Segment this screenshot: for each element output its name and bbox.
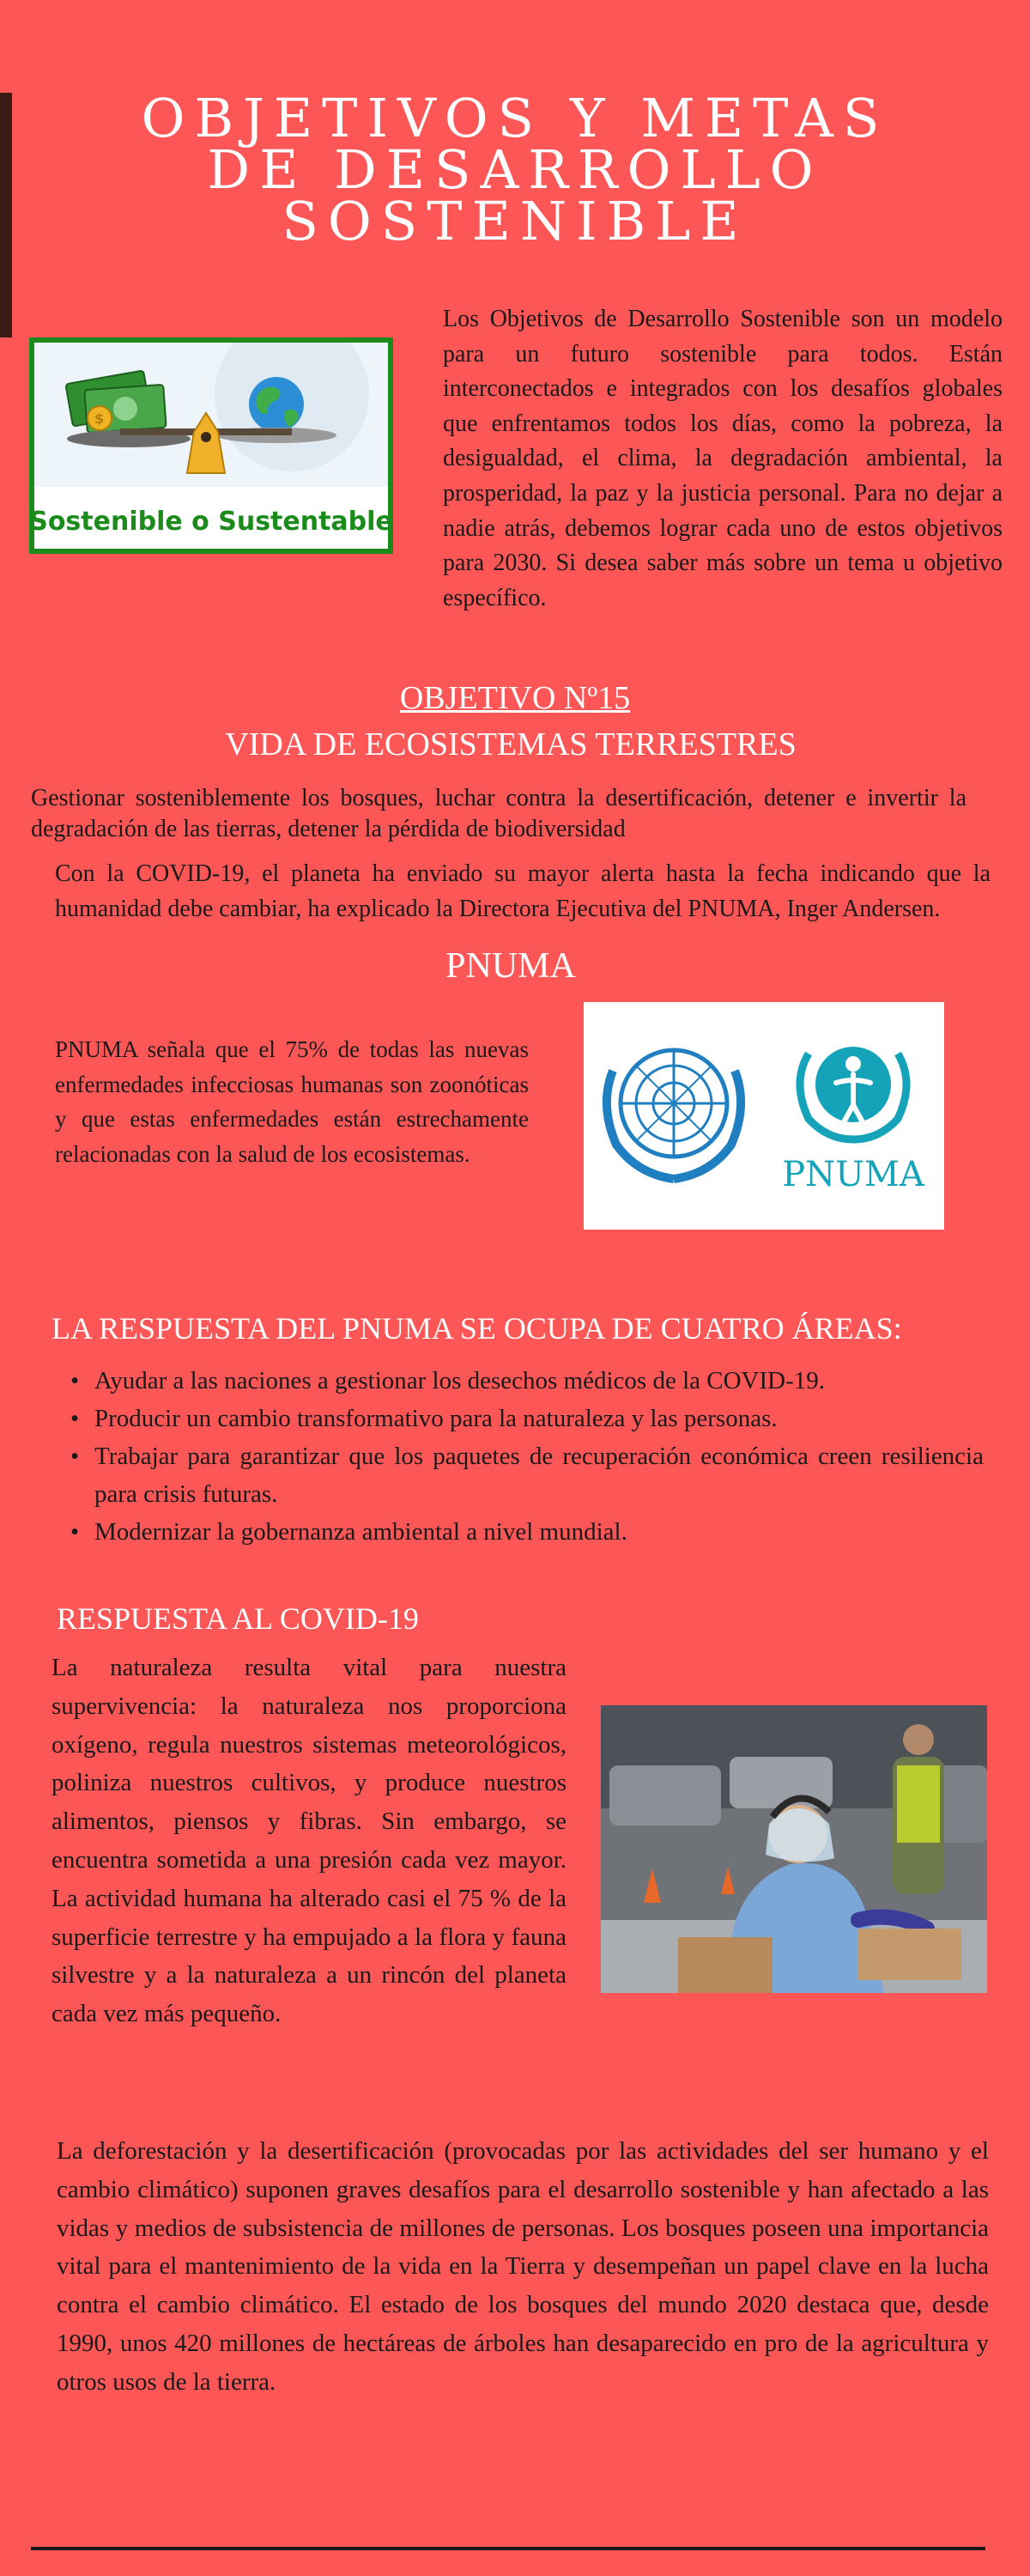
side-accent-bar	[0, 93, 12, 337]
globe-icon	[249, 377, 304, 432]
response-list	[70, 1362, 984, 1551]
list-item	[70, 1437, 984, 1513]
objective-subheading: VIDA DE ECOSISTEMAS TERRESTRES	[225, 726, 797, 762]
pnuma-heading: PNUMA	[445, 946, 576, 986]
testing-site-photo	[601, 1705, 987, 1993]
bullet-icon: •	[70, 1405, 80, 1432]
pnuma-paragraph: PNUMA señala que el 75% de todas las nuevas enfermedades infecciosas humanas son zoonóticas y que estas enfermedades están estrechamente relacionadas con la salud de los ecosistemas.	[55, 1036, 529, 1167]
covid-response-heading: RESPUESTA AL COVID-19	[57, 1601, 419, 1636]
list-item-text: Producir un cambio transformativo para la naturaleza y las personas.	[94, 1405, 778, 1432]
pnuma-logo-label: PNUMA	[782, 1155, 924, 1194]
un-emblem-icon	[607, 1050, 741, 1179]
list-item-text: Ayudar a las naciones a gestionar los desechos médicos de la COVID-19.	[94, 1367, 825, 1394]
bottom-divider	[31, 2547, 985, 2550]
objective-heading: OBJETIVO Nº15	[399, 680, 631, 716]
pnuma-logo	[584, 1002, 944, 1230]
list-item	[70, 1513, 984, 1551]
bullet-icon: •	[70, 1518, 80, 1546]
list-item	[70, 1400, 984, 1437]
sustainability-caption: Sostenible o Sustentable	[34, 507, 388, 537]
list-item-text: Modernizar la gobernanza ambiental a nivel mundial.	[94, 1518, 627, 1546]
intro-paragraph: Los Objetivos de Desarrollo Sostenible son un modelo para un futuro sostenible para todos. Están interconectados e integrados con los desafíos globales que enfrentamos todos los días, como la pobreza, la desigualdad, el clima, la degradación ambiental, la prosperidad, la paz y la justicia personal. Para no dejar a nadie atrás, debemos lograr cada uno de estos objetivos para 2030. Si desea saber más sobre un tema u objetivo específico.	[443, 306, 1003, 611]
nature-paragraph: La naturaleza resulta vital para nuestra supervivencia: la naturaleza nos proporciona oxígeno, regula nuestros sistemas meteorológicos, poliniza nuestros cultivos, y produce nuestros alimentos, piensos y fibras. Sin embargo, se encuentra sometida a una presión cada vez mayor. La actividad humana ha alterado casi el 75 % de la superficie terrestre y ha empujado a la flora y fauna silvestre y a la naturaleza a un rincón del planeta cada vez más pequeño.	[52, 1654, 566, 2028]
sustainability-image	[29, 337, 393, 554]
covid-alert-paragraph: Con la COVID-19, el planeta ha enviado su mayor alerta hasta la fecha indicando que la humanidad debe cambiar, ha explicado la Directora Ejecutiva del PNUMA, Inger Andersen.	[55, 860, 991, 922]
pnuma-emblem-icon	[800, 1047, 906, 1139]
bullet-icon: •	[70, 1367, 80, 1394]
page-title: OBJETIVOS Y METAS DE DESARROLLO SOSTENIBLE	[141, 87, 889, 252]
response-heading: LA RESPUESTA DEL PNUMA SE OCUPA DE CUATRO ÁREAS:	[52, 1311, 902, 1346]
list-item-text: Trabajar para garantizar que los paquetes de recuperación económica creen resiliencia para crisis futuras.	[94, 1443, 984, 1508]
bullet-icon: •	[70, 1443, 80, 1470]
svg-text:$: $	[94, 410, 105, 427]
deforestation-paragraph: La deforestación y la desertificación (provocadas por las actividades del ser humano y el cambio climático) suponen graves desafíos para el desarrollo sostenible y han afectado a las vidas y medios de subsistencia de millones de personas. Los bosques poseen una importancia vital para el mantenimiento de la vida en la Tierra y desempeñan un papel clave en la lucha contra el cambio climático. El estado de los bosques del mundo 2020 destaca que, desde 1990, unos 420 millones de hectáreas de árboles han desaparecido en pro de la agricultura y otros usos de la tierra.	[57, 2137, 989, 2396]
objective-description: Gestionar sosteniblemente los bosques, luchar contra la desertificación, detener e invertir la degradación de las tierras, detener la pérdida de biodiversidad	[31, 785, 966, 842]
list-item	[70, 1362, 984, 1400]
